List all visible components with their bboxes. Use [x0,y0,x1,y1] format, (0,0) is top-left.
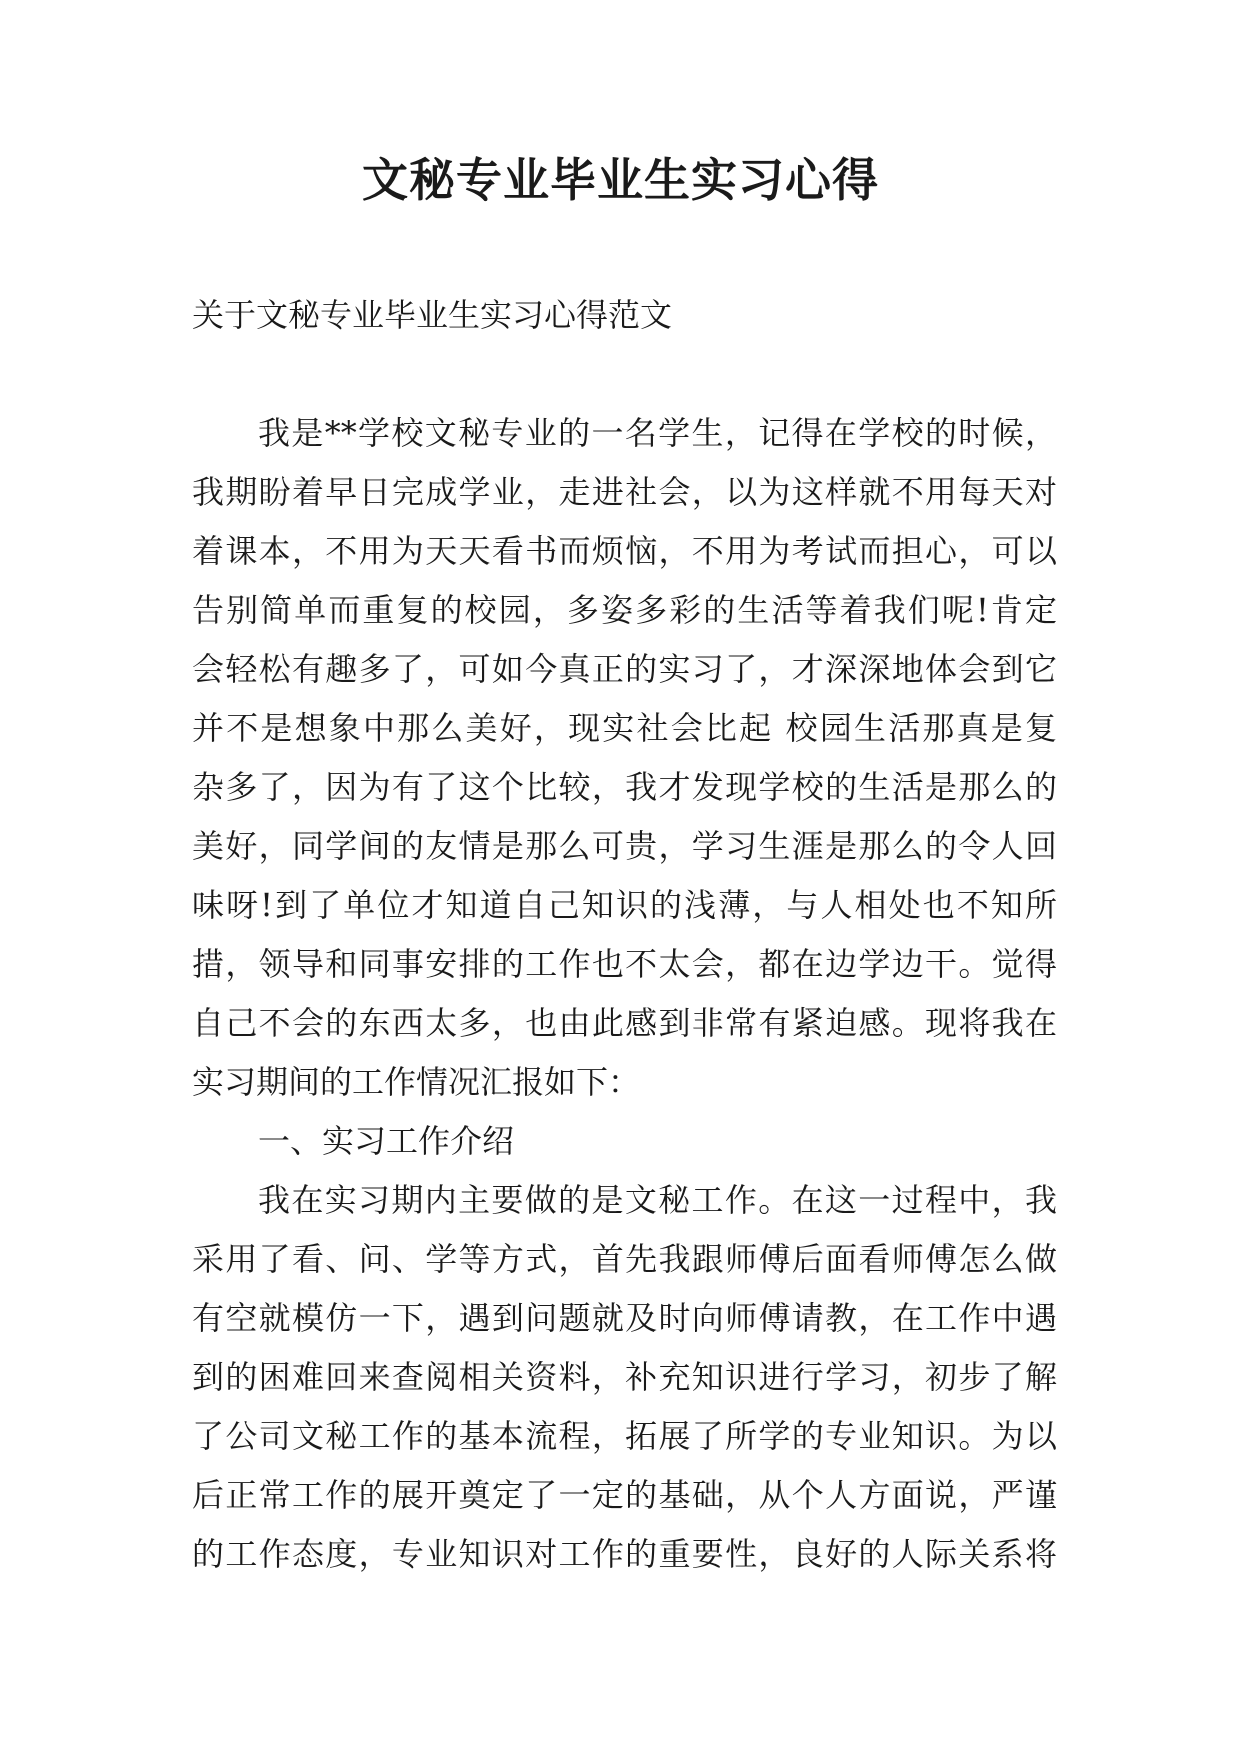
section-heading: 一、实习工作介绍 [258,1122,515,1160]
body-line: 着课本，不用为天天看书而烦恼，不用为考试而担心，可以 [192,532,1057,570]
body-line: 我在实习期内主要做的是文秘工作。在这一过程中，我 [258,1181,1057,1219]
body-line: 后正常工作的展开奠定了一定的基础，从个人方面说，严谨 [192,1476,1057,1514]
body-line: 实习期间的工作情况汇报如下： [192,1063,641,1101]
body-line: 自己不会的东西太多，也由此感到非常有紧迫感。现将我在 [192,1004,1057,1042]
body-line: 告别简单而重复的校园，多姿多彩的生活等着我们呢!肯定 [192,591,1057,629]
body-line: 的工作态度，专业知识对工作的重要性，良好的人际关系将 [192,1535,1057,1573]
body-line: 杂多了，因为有了这个比较，我才发现学校的生活是那么的 [192,768,1057,806]
document-title: 文秘专业毕业生实习心得 [362,153,879,207]
body-line: 到的困难回来查阅相关资料，补充知识进行学习，初步了解 [192,1358,1057,1396]
body-line: 并不是想象中那么美好，现实社会比起 校园生活那真是复 [192,709,1057,747]
body-line: 味呀!到了单位才知道自己知识的浅薄，与人相处也不知所 [192,886,1057,924]
body-line: 美好，同学间的友情是那么可贵，学习生涯是那么的令人回 [192,827,1057,865]
body-line: 我是**学校文秘专业的一名学生，记得在学校的时候， [258,414,1057,452]
body-line: 措，领导和同事安排的工作也不太会，都在边学边干。觉得 [192,945,1057,983]
body-line: 采用了看、问、学等方式，首先我跟师傅后面看师傅怎么做 [192,1240,1057,1278]
body-line: 有空就模仿一下，遇到问题就及时向师傅请教，在工作中遇 [192,1299,1057,1337]
document-subtitle: 关于文秘专业毕业生实习心得范文 [192,296,673,334]
document-body [192,404,1057,1584]
body-line: 了公司文秘工作的基本流程，拓展了所学的专业知识。为以 [192,1417,1057,1455]
body-line: 我期盼着早日完成学业，走进社会，以为这样就不用每天对 [192,473,1057,511]
body-line: 会轻松有趣多了，可如今真正的实习了，才深深地体会到它 [192,650,1057,688]
